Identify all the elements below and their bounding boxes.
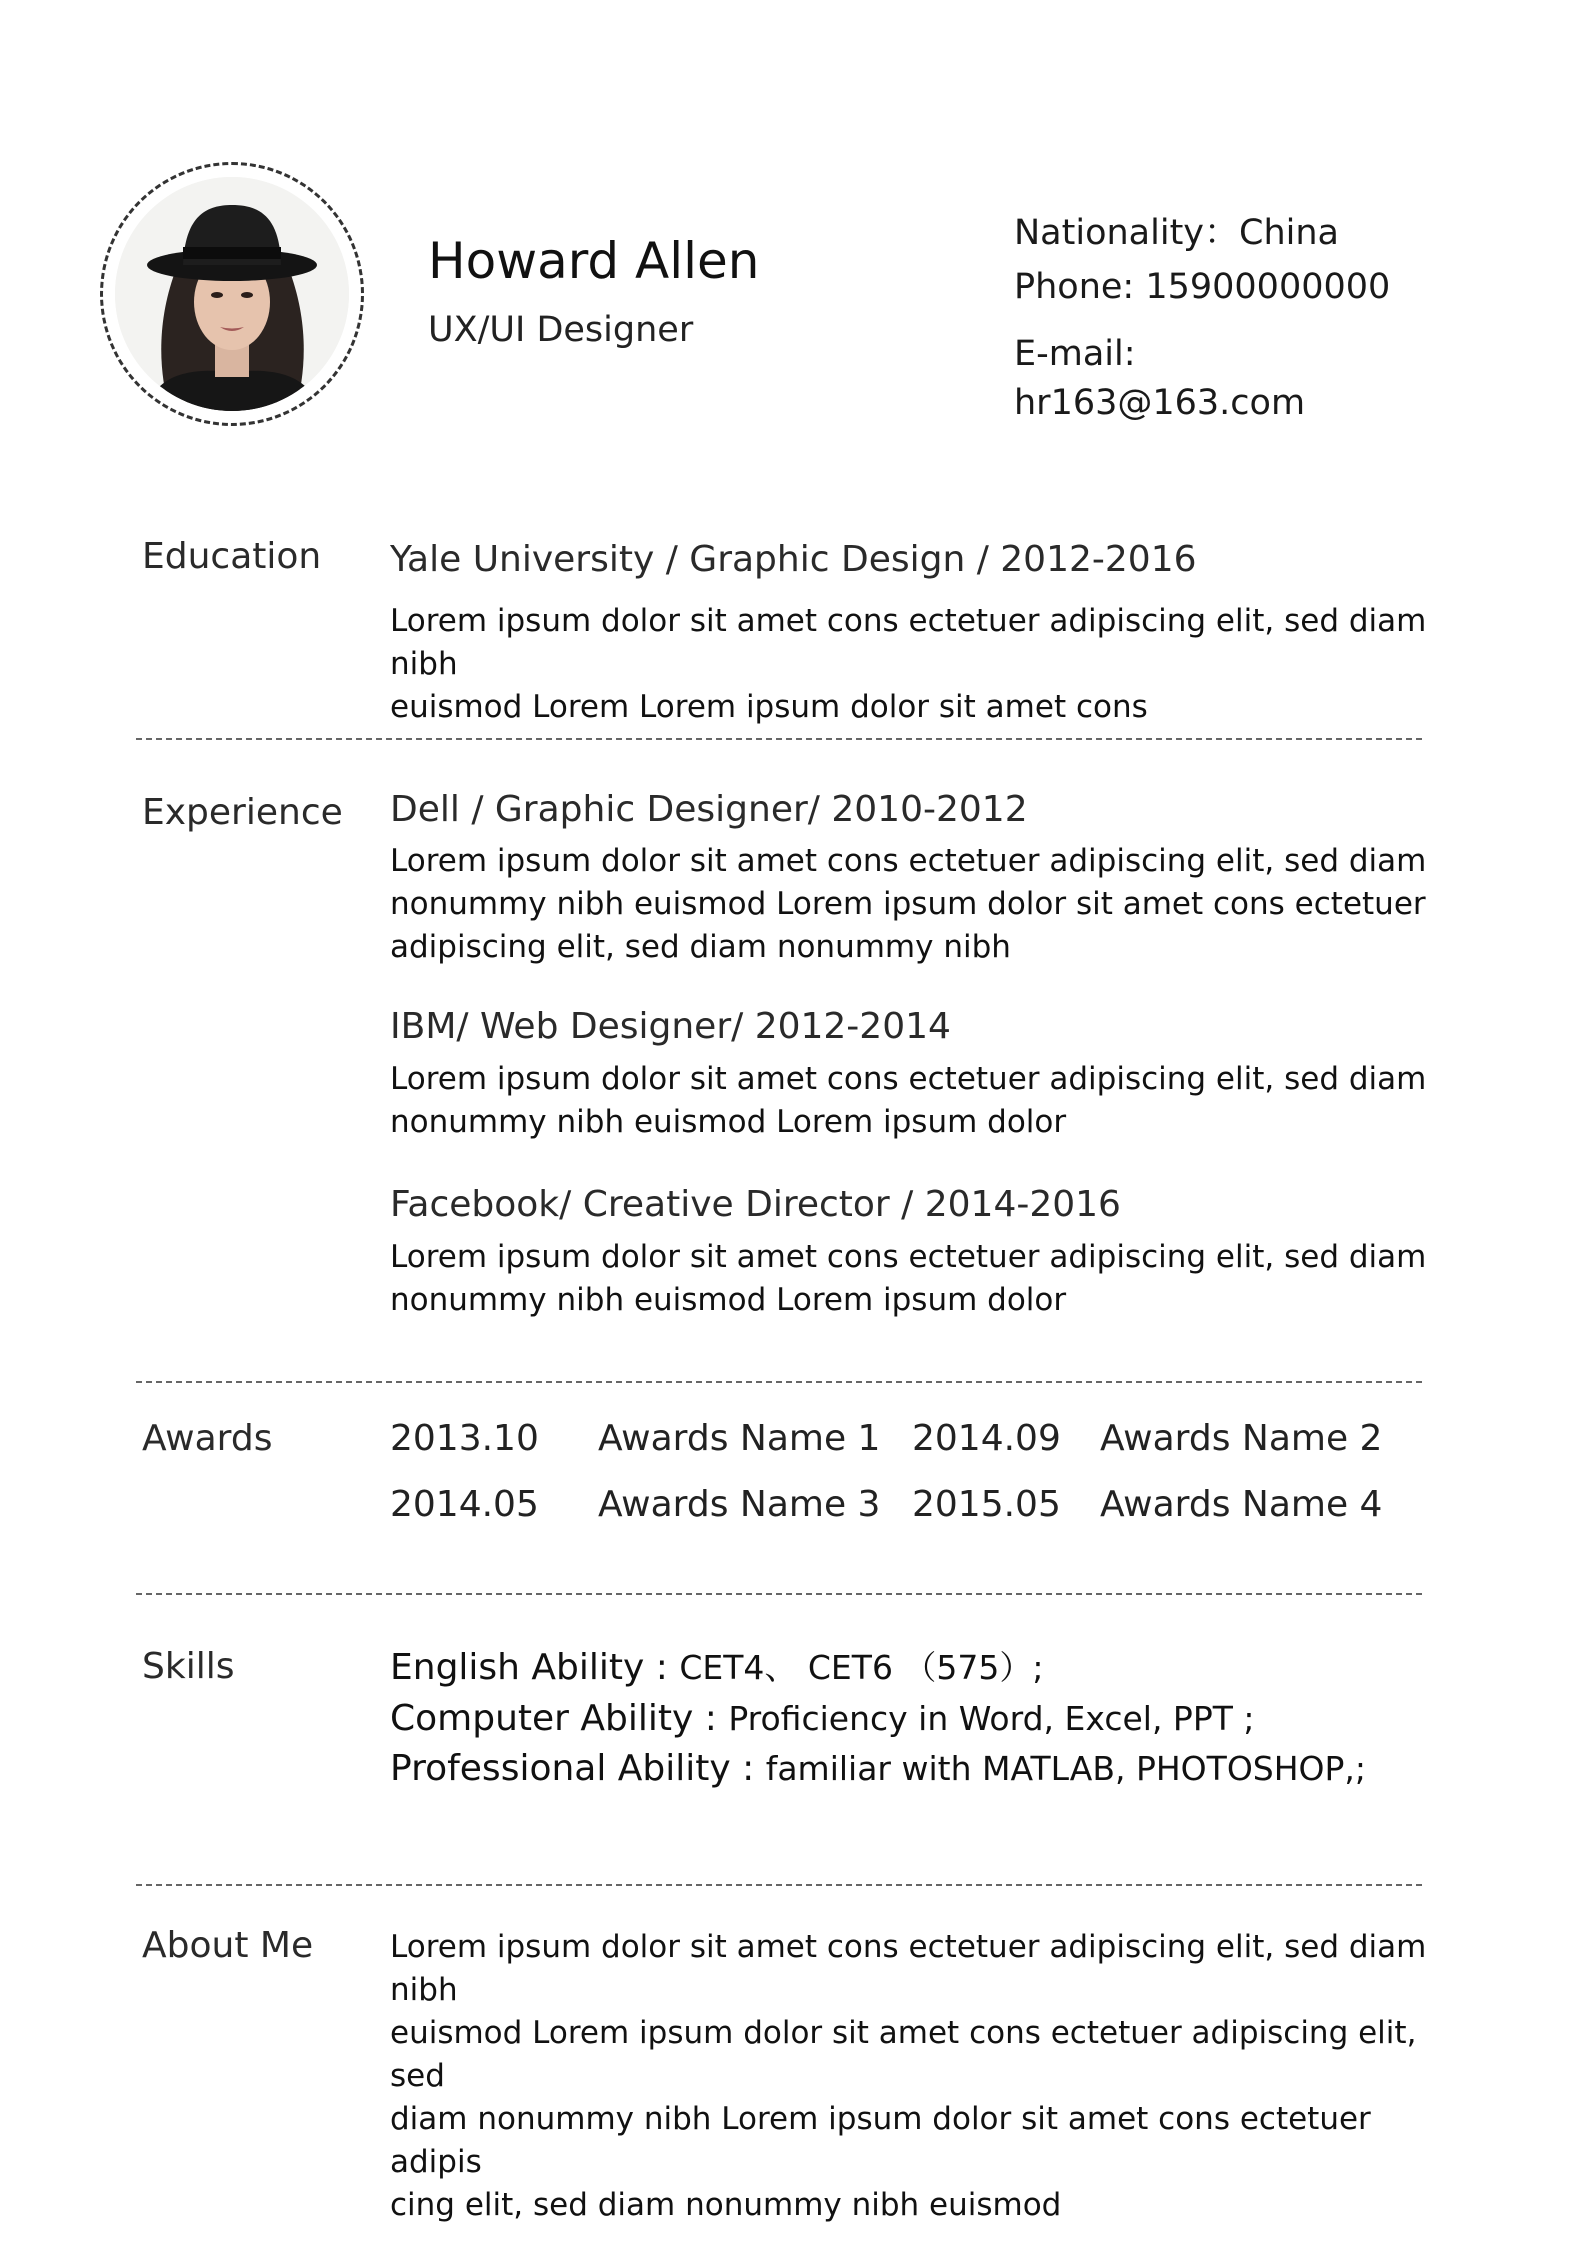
paragraph-line: Lorem ipsum dolor sit amet cons ectetuer adipiscing elit, sed diam	[390, 1239, 1427, 1275]
paragraph-line: euismod Lorem ipsum dolor sit amet cons ectetuer adipiscing elit, sed	[390, 2015, 1417, 2094]
section-label-experience: Experience	[142, 792, 343, 833]
award-name: Awards Name 1	[598, 1418, 881, 1459]
paragraph-line: adipiscing elit, sed diam nonummy nibh	[390, 929, 1011, 965]
paragraph-line: Lorem ipsum dolor sit amet cons ectetuer adipiscing elit, sed diam	[390, 843, 1427, 879]
portrait-photo	[115, 177, 349, 411]
paragraph-line: Lorem ipsum dolor sit amet cons ectetuer adipiscing elit, sed diam	[390, 1061, 1427, 1097]
section-divider	[136, 1381, 1422, 1383]
award-date: 2014.05	[390, 1484, 539, 1525]
skill-item	[390, 1698, 1255, 1739]
experience-heading: Dell / Graphic Designer/ 2010-2012	[390, 789, 1028, 830]
skill-label: Professional Ability :	[390, 1748, 766, 1789]
about-description	[390, 1926, 1430, 2227]
paragraph-line: euismod Lorem Lorem ipsum dolor sit amet cons	[390, 689, 1148, 725]
paragraph-line: Lorem ipsum dolor sit amet cons ectetuer adipiscing elit, sed diam nibh	[390, 1929, 1427, 2008]
experience-heading: Facebook/ Creative Director / 2014-2016	[390, 1184, 1121, 1225]
nationality: Nationality：China	[1014, 213, 1339, 253]
section-label-about: About Me	[142, 1925, 314, 1966]
section-divider	[136, 738, 1422, 740]
skill-item	[390, 1748, 1366, 1789]
paragraph-line: diam nonummy nibh Lorem ipsum dolor sit amet cons ectetuer adipis	[390, 2101, 1371, 2180]
education-description	[390, 600, 1430, 729]
paragraph-line: nonummy nibh euismod Lorem ipsum dolor	[390, 1104, 1067, 1140]
skill-item	[390, 1642, 1044, 1689]
award-name: Awards Name 3	[598, 1484, 881, 1525]
award-name: Awards Name 2	[1100, 1418, 1383, 1459]
skill-value: familiar with MATLAB, PHOTOSHOP,;	[765, 1749, 1367, 1788]
experience-description	[390, 840, 1430, 969]
section-divider	[136, 1593, 1422, 1595]
education-heading: Yale University / Graphic Design / 2012-2016	[390, 539, 1197, 580]
candidate-name: Howard Allen	[428, 232, 760, 290]
section-label-education: Education	[142, 536, 322, 577]
skill-label: English Ability :	[390, 1647, 680, 1688]
candidate-role: UX/UI Designer	[428, 310, 694, 350]
avatar	[115, 177, 349, 411]
section-label-awards: Awards	[142, 1418, 273, 1459]
paragraph-line: cing elit, sed diam nonummy nibh euismod	[390, 2187, 1062, 2223]
paragraph-line: nonummy nibh euismod Lorem ipsum dolor sit amet cons ectetuer	[390, 886, 1426, 922]
section-label-skills: Skills	[142, 1646, 235, 1687]
section-divider	[136, 1884, 1422, 1886]
experience-heading: IBM/ Web Designer/ 2012-2014	[390, 1006, 951, 1047]
skill-value: Proficiency in Word, Excel, PPT ;	[728, 1699, 1255, 1738]
experience-description	[390, 1058, 1430, 1144]
paragraph-line: Lorem ipsum dolor sit amet cons ectetuer adipiscing elit, sed diam nibh	[390, 603, 1427, 682]
award-name: Awards Name 4	[1100, 1484, 1383, 1525]
phone: Phone: 15900000000	[1014, 267, 1391, 307]
skill-label: Computer Ability :	[390, 1698, 729, 1739]
award-date: 2014.09	[912, 1418, 1061, 1459]
paragraph-line: nonummy nibh euismod Lorem ipsum dolor	[390, 1282, 1067, 1318]
email-label: E-mail:	[1014, 334, 1136, 374]
award-date: 2015.05	[912, 1484, 1061, 1525]
award-date: 2013.10	[390, 1418, 539, 1459]
skill-value: CET4、 CET6 （575）;	[679, 1648, 1044, 1687]
experience-description	[390, 1236, 1430, 1322]
email-address[interactable]: hr163@163.com	[1014, 383, 1306, 423]
